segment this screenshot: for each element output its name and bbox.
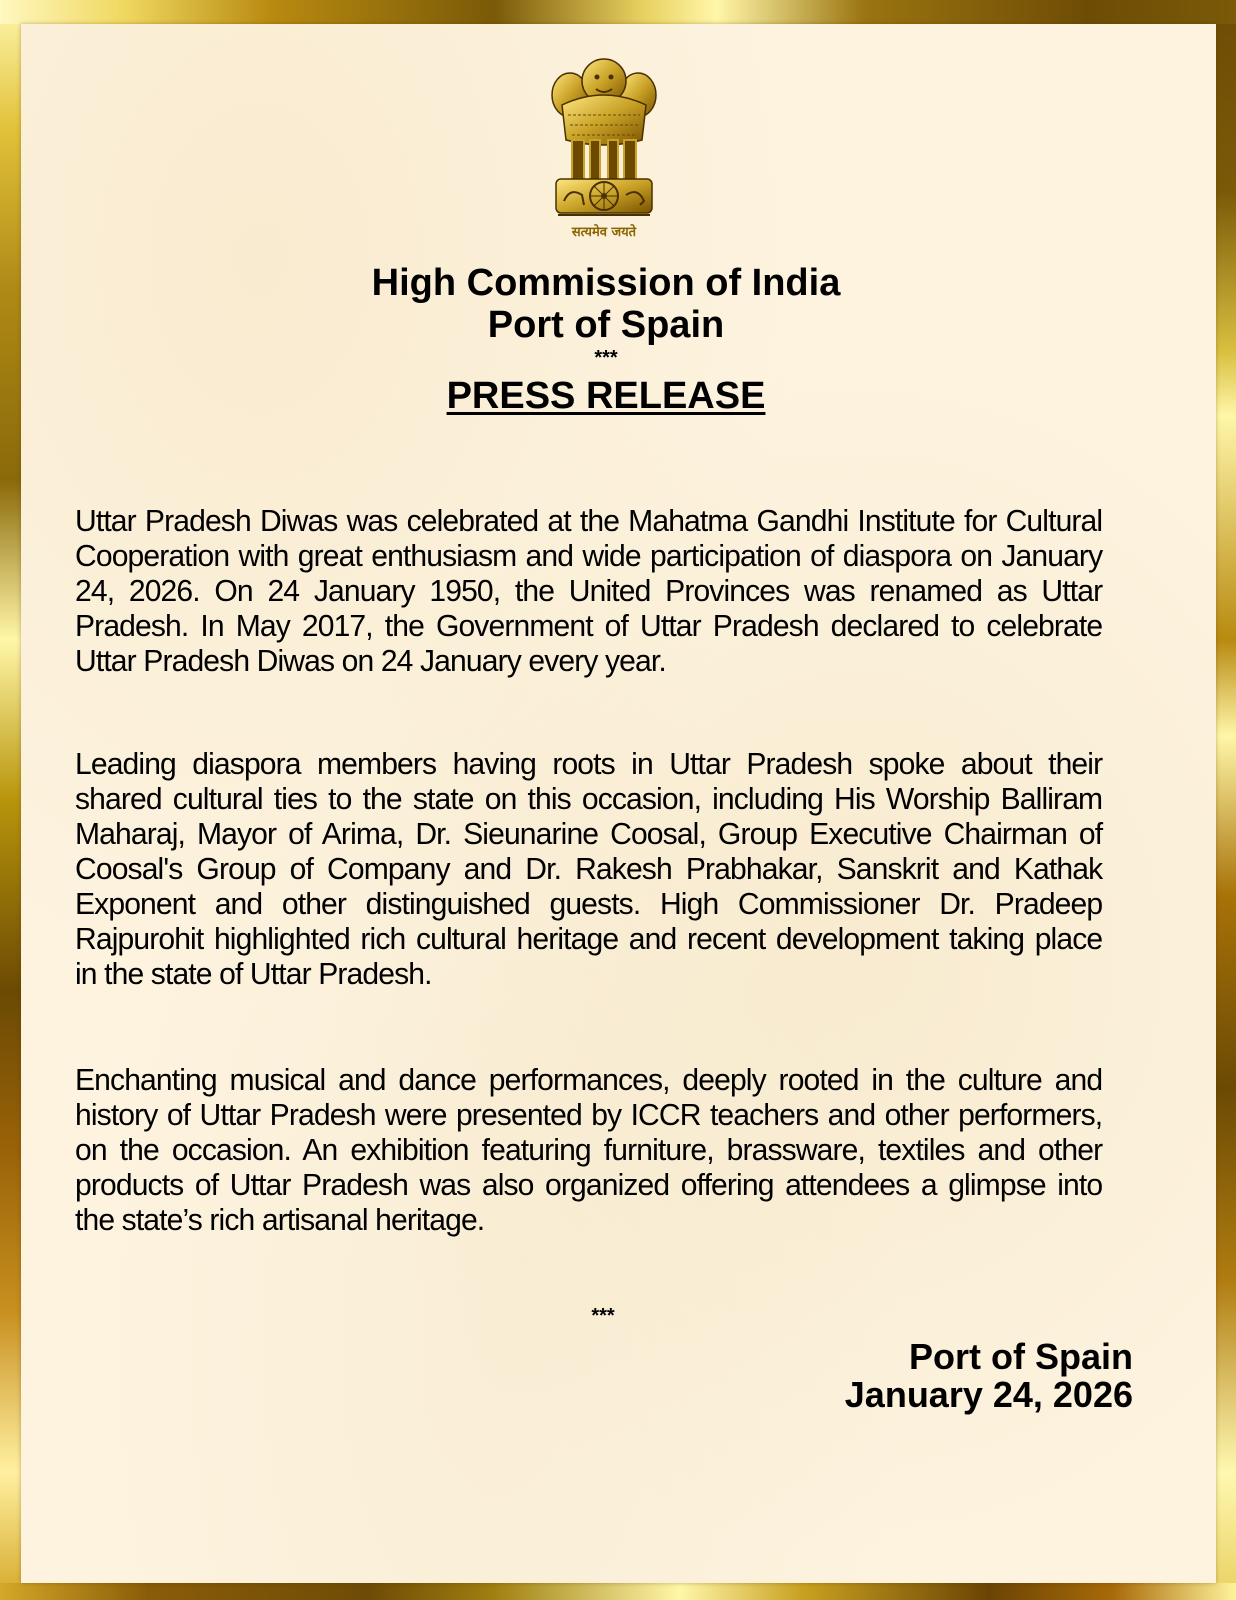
document-header	[0, 262, 1212, 418]
header-separator: ***	[594, 347, 618, 369]
national-emblem-icon	[548, 55, 660, 245]
gold-frame-right	[1216, 0, 1236, 1600]
gold-frame-top	[0, 0, 1236, 24]
signoff-place: Port of Spain	[909, 1336, 1133, 1377]
paragraph-2: Leading diaspora members having roots in Uttar Pradesh spoke about their shared cultural ties to the state on this occasion, including His Worship Balliram Maharaj, Mayor of Arima, Dr. Sieunarine Coosal, Group Executive Chairman of Coosal's Group of Company and Dr. Rakesh Prabhakar, Sanskrit and Kathak Exponent and other distinguished guests. High Commissioner Dr. Pradeep Rajpurohit highlighted rich cultural heritage and recent development taking place in the state of Uttar Pradesh.	[75, 746, 1103, 991]
paragraph-1: Uttar Pradesh Diwas was celebrated at the Mahatma Gandhi Institute for Cultural Cooperation with great enthusiasm and wide participation of diaspora on January 24, 2026. On 24 January 1950, the United Provinces was renamed as Uttar Pradesh. In May 2017, the Government of Uttar Pradesh declared to celebrate Uttar Pradesh Diwas on 24 January every year.	[75, 503, 1103, 678]
paragraph-3: Enchanting musical and dance performances, deeply rooted in the culture and history of Uttar Pradesh were presented by ICCR teachers and other performers, on the occasion. An exhibition featuring furniture, brassware, textiles and other products of Uttar Pradesh was also organized offering attendees a glimpse into the state’s rich artisanal heritage.	[75, 1062, 1103, 1237]
header-location: Port of Spain	[487, 304, 725, 346]
gold-frame-bottom	[0, 1583, 1236, 1600]
emblem-motto: सत्यमेव जयते	[571, 225, 637, 240]
document-title: PRESS RELEASE	[446, 375, 766, 417]
signoff-date: January 24, 2026	[844, 1374, 1133, 1415]
closing-separator: ***	[591, 1305, 615, 1327]
gold-frame-left	[0, 0, 22, 1600]
organization-name: High Commission of India	[371, 262, 841, 304]
signoff-block	[845, 1338, 1133, 1414]
